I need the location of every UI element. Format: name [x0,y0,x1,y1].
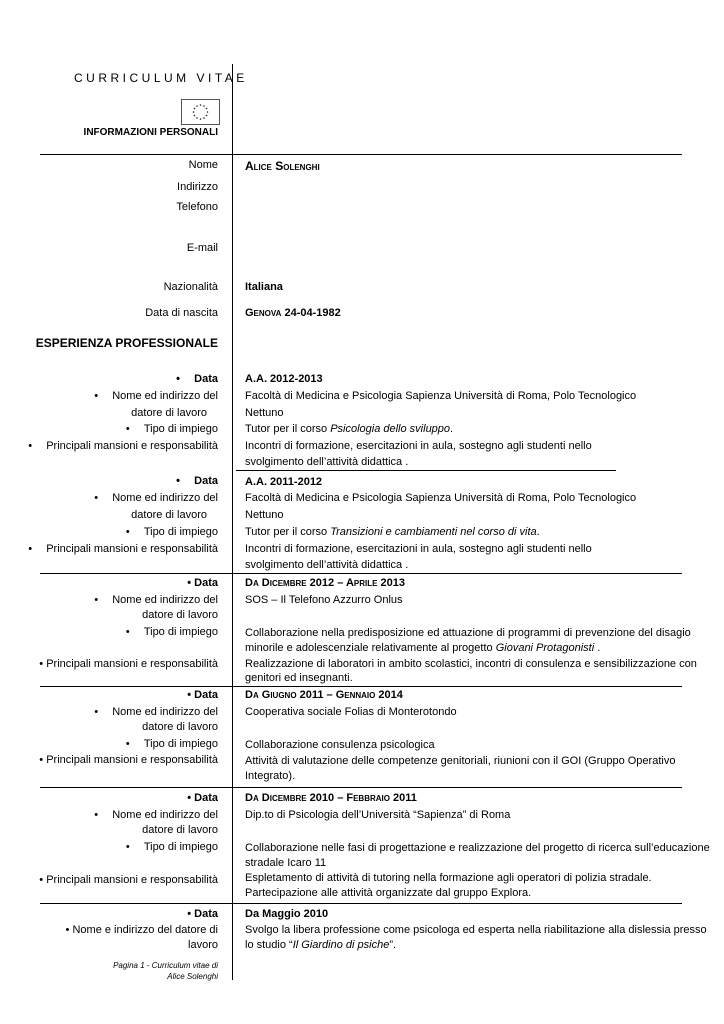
job-type: Collaborazione consulenza psicologica [245,739,435,751]
label-date: • Data [187,792,218,804]
label-employer-line2: datore di lavoro [142,721,218,733]
job-date: A.A. 2012-2013 [245,373,323,385]
label-duties: • Principali mansioni e responsabilità [46,439,218,454]
label-name: Nome [188,159,218,171]
job-type: Tutor per il corso Psicologia dello sviluppo. [245,423,454,435]
column-divider [232,64,233,980]
label-date: • Data [187,577,218,589]
label-job-type: • Tipo di impiego [144,737,218,752]
label-employer: • Nome ed indirizzo del [112,705,218,720]
job-duties: Incontri di formazione, esercitazioni in aula, sostegno agli studenti nello [245,440,592,452]
job-duties-line2: svolgimento dell’attività didattica . [245,456,409,468]
label-employer-line2: datore di lavoro [131,509,207,521]
label-employer: • Nome ed indirizzo del [112,389,218,404]
eu-flag-icon [181,99,220,125]
job-date: Da Maggio 2010 [245,908,329,920]
label-employer: • Nome ed indirizzo del [112,491,218,506]
label-employer-line2: datore di lavoro [131,407,207,419]
job-type: Collaborazione nelle fasi di progettazione e realizzazione del progetto di ricerca sull’educazione [245,842,710,854]
job-type: Collaborazione nella predisposizione ed attuazione di programmi di prevenzione del disagio [245,627,691,639]
label-duties: • Principali mansioni e responsabilità [39,754,218,766]
job-date: Da Giugno 2011 – Gennaio 2014 [245,689,403,701]
label-duties: • Principali mansioni e responsabilità [39,874,218,886]
label-address: Indirizzo [177,181,218,193]
job-employer: Facoltà di Medicina e Psicologia Sapienza Università di Roma, Polo Tecnologico [245,390,637,402]
job-type-line2: minorile e adolescenziale relativamente al progetto Giovani Protagonisti . [245,642,601,654]
label-duties: • Principali mansioni e responsabilità [46,542,218,557]
label-job-type: • Tipo di impiego [144,525,218,540]
job-employer: Facoltà di Medicina e Psicologia Sapienza Università di Roma, Polo Tecnologico [245,492,637,504]
divider-job-5 [40,903,682,904]
job-employer-line2: Nettuno [245,509,284,521]
divider-job-3 [40,686,682,687]
label-date: • Data [187,908,218,920]
section-experience: ESPERIENZA PROFESSIONALE [35,336,218,350]
job-duties: Incontri di formazione, esercitazioni in aula, sostegno agli studenti nello [245,543,592,555]
label-employer: • Nome e indirizzo del datore di [65,924,218,936]
job-employer-line2: Nettuno [245,407,284,419]
label-job-type: • Tipo di impiego [144,625,218,640]
job-duties: Attività di valutazione delle competenze genitoriali, riunioni con il GOI (Gruppo Operativo [245,755,676,767]
job-duties: Espletamento di attività di tutoring nella formazione agli operatori di polizia stradale. [245,872,652,884]
job-duties-line2: svolgimento dell’attività didattica . [245,559,409,571]
job-duties-line2: Integrato). [245,770,296,782]
job-duties-line2: genitori ed insegnanti. [245,672,353,684]
job-date: A.A. 2011-2012 [245,476,323,488]
label-nationality: Nazionalità [163,281,218,293]
footer-author: Alice Solenghi [167,972,218,981]
label-employer-line2: datore di lavoro [142,609,218,621]
job-employer: Cooperativa sociale Folias di Monterotondo [245,706,457,718]
divider-job-4 [40,787,682,788]
label-date: • Data [194,372,218,387]
label-employer: • Nome ed indirizzo del [112,593,218,608]
label-job-type: • Tipo di impiego [144,422,218,437]
cv-title: CURRICULUM VITAE [74,71,248,85]
job-employer-line2: lo studio “Il Giardino di psiche”. [245,939,397,951]
job-employer: Svolgo la libera professione come psicologa ed esperta nella riabilitazione alla dislessia presso [245,924,707,936]
label-employer-line2: lavoro [188,939,218,951]
job-type-line2: stradale Icaro 11 [245,857,327,869]
label-duties: • Principali mansioni e responsabilità [39,658,218,670]
label-date: • Data [194,474,218,489]
label-date: • Data [187,689,218,701]
label-employer-line2: datore di lavoro [142,824,218,836]
job-duties-line2: Partecipazione alle attività organizzate dal gruppo Explora. [245,887,532,899]
value-name: Alice Solenghi [245,159,320,173]
label-email: E-mail [186,242,218,254]
value-birth: Genova 24-04-1982 [245,307,341,319]
job-duties: Realizzazione di laboratori in ambito scolastici, incontri di consulenza e sensibilizzazione con [245,658,697,670]
label-birth: Data di nascita [145,307,218,319]
divider-job-2 [40,573,682,574]
job-employer: Dip.to di Psicologia dell’Università “Sapienza” di Roma [245,809,511,821]
label-employer: • Nome ed indirizzo del [112,808,218,823]
job-date: Da Dicembre 2012 – Aprile 2013 [245,577,405,589]
job-date: Da Dicembre 2010 – Febbraio 2011 [245,792,417,804]
value-nationality: Italiana [245,281,283,293]
label-job-type: • Tipo di impiego [144,840,218,855]
job-employer: SOS – Il Telefono Azzurro Onlus [245,594,403,606]
footer-page: Pagina 1 - Curriculum vitae di [113,961,218,970]
section-personal-info: INFORMAZIONI PERSONALI [83,127,218,138]
label-phone: Telefono [176,201,218,213]
divider-personal [40,154,682,155]
job-type: Tutor per il corso Transizioni e cambiamenti nel corso di vita. [245,526,540,538]
divider-job-1 [236,470,616,471]
